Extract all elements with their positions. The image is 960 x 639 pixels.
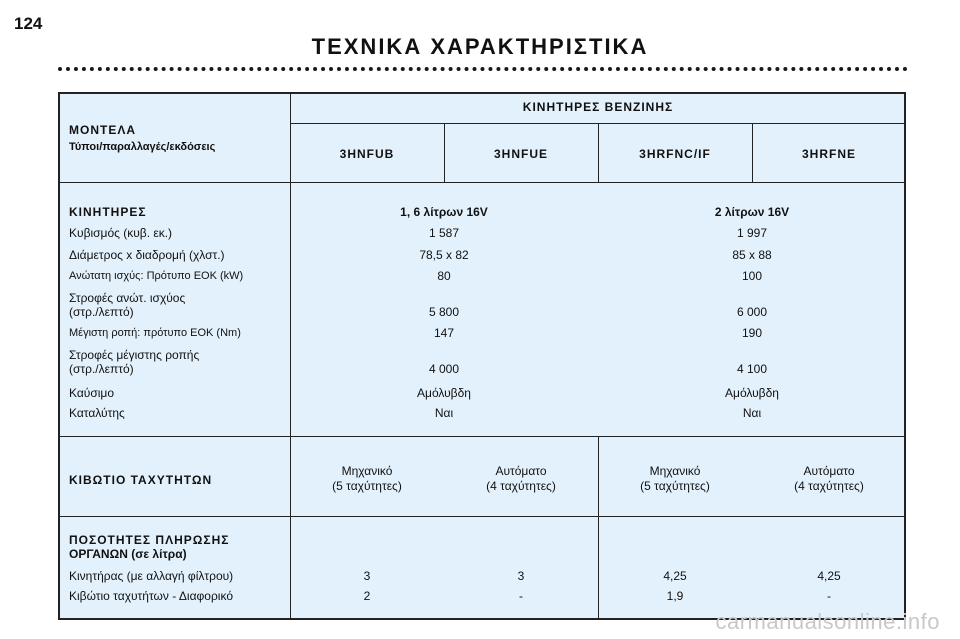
spec-value: 190	[741, 326, 763, 340]
spec-value: Αμόλυβδη	[417, 386, 471, 400]
spec-label-torque-rpm: Στροφές μέγιστης ροπής	[69, 348, 200, 362]
gearbox-speeds: (4 ταχύτητες)	[486, 479, 556, 493]
spec-value: 4 000	[428, 362, 460, 376]
gearbox-type: Αυτόματο	[495, 464, 547, 478]
gearbox-speeds: (5 ταχύτητες)	[640, 479, 710, 493]
engines-section-label: ΚΙΝΗΤΗΡΕΣ	[69, 205, 147, 219]
spec-value: 85 x 88	[732, 248, 772, 262]
engines-group-header: ΚΙΝΗΤΗΡΕΣ ΒΕΝΖΙΝΗΣ	[522, 100, 674, 114]
spec-value: Ναι	[434, 406, 454, 420]
gearbox-speeds: (4 ταχύτητες)	[794, 479, 864, 493]
type-code: 3HRFNC/IF	[639, 147, 711, 161]
spec-value: 100	[741, 269, 763, 283]
fluid-value: 1,9	[666, 589, 684, 603]
fluid-value: -	[519, 589, 523, 603]
spec-label-torque-rpm-unit: (στρ./λεπτό)	[69, 362, 134, 376]
gearbox-type: Μηχανικό	[341, 464, 393, 478]
spec-label-max-torque: Μέγιστη ροπή: πρότυπο ΕΟΚ (Nm)	[69, 327, 241, 339]
spec-value: 80	[437, 269, 451, 283]
fluids-section-unit: ΟΡΓΑΝΩΝ (σε λίτρα)	[69, 547, 187, 561]
gearbox-type: Αυτόματο	[803, 464, 855, 478]
types-label: Τύποι/παραλλαγές/εκδόσεις	[69, 141, 216, 153]
spec-label-fuel: Καύσιμο	[69, 386, 115, 400]
spec-value: Αμόλυβδη	[725, 386, 779, 400]
fluid-label-gearbox: Κιβώτιο ταχυτήτων - Διαφορικό	[69, 589, 234, 603]
spec-value: 6 000	[736, 305, 768, 319]
spec-value: 4 100	[736, 362, 768, 376]
fluid-value: 4,25	[817, 569, 841, 583]
gearbox-type: Μηχανικό	[649, 464, 701, 478]
spec-value: 5 800	[428, 305, 460, 319]
spec-label-displacement: Κυβισμός (κυβ. εκ.)	[69, 226, 173, 240]
spec-table	[58, 92, 906, 620]
fluids-section-label: ΠΟΣΟΤΗΤΕΣ ΠΛΗΡΩΣΗΣ	[69, 533, 230, 547]
spec-value: 1 587	[428, 226, 460, 240]
column-divider	[290, 94, 291, 620]
gearbox-section-label: ΚΙΒΩΤΙΟ ΤΑΧΥΤΗΤΩΝ	[69, 473, 213, 487]
models-label: ΜΟΝΤΕΛΑ	[69, 123, 136, 137]
spec-label-power-rpm: Στροφές ανώτ. ισχύος	[69, 291, 186, 305]
fluid-value: 4,25	[663, 569, 687, 583]
fluid-label-engine: Κινητήρας (με αλλαγή φίλτρου)	[69, 569, 234, 583]
row-divider	[60, 516, 906, 517]
engine-name: 1, 6 λίτρων 16V	[400, 205, 488, 219]
watermark: carmanualsonline.info	[715, 609, 940, 634]
spec-value: Ναι	[742, 406, 762, 420]
spec-label-max-power: Ανώτατη ισχύς: Πρότυπο ΕΟΚ (kW)	[69, 270, 244, 282]
fluid-value: 3	[517, 569, 525, 583]
gearbox-speeds: (5 ταχύτητες)	[332, 479, 402, 493]
spec-label-catalyst: Καταλύτης	[69, 406, 125, 420]
page-number: 124	[14, 14, 43, 33]
spec-value: 147	[433, 326, 455, 340]
type-code: 3HNFUE	[493, 147, 548, 161]
row-divider	[60, 436, 906, 437]
title-divider	[58, 67, 908, 71]
type-code: 3HRFNE	[801, 147, 856, 161]
spec-label-bore-stroke: Διάμετρος x διαδρομή (χλστ.)	[69, 248, 225, 262]
spec-value: 78,5 x 82	[419, 248, 469, 262]
page-title: ΤΕΧΝΙΚΑ ΧΑΡΑΚΤΗΡΙΣΤΙΚΑ	[311, 34, 649, 59]
spec-value: 1 997	[736, 226, 768, 240]
fluid-value: -	[827, 589, 831, 603]
engine-name: 2 λίτρων 16V	[714, 205, 790, 219]
spec-label-power-rpm-unit: (στρ./λεπτό)	[69, 305, 134, 319]
row-divider	[60, 182, 906, 183]
fluid-value: 3	[363, 569, 371, 583]
fluid-value: 2	[363, 589, 371, 603]
type-code: 3HNFUB	[339, 147, 395, 161]
